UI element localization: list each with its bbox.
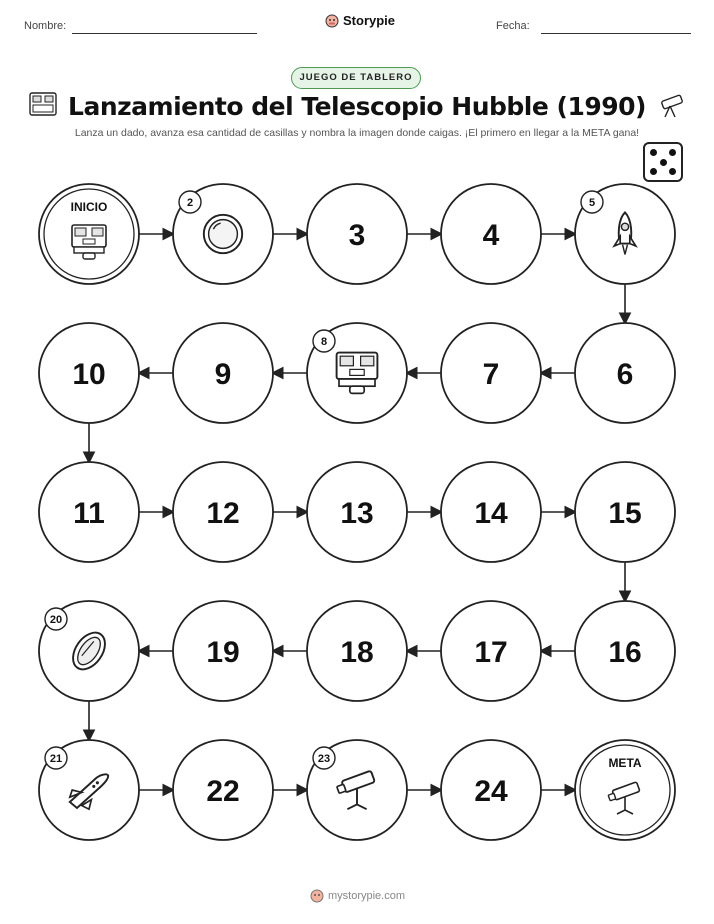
brand-name: Storypie xyxy=(343,13,396,28)
board-space-14 xyxy=(441,462,541,562)
board-space-23 xyxy=(307,740,407,840)
footer-site[interactable]: mystorypie.com xyxy=(328,890,406,902)
board-space-20 xyxy=(39,601,139,701)
space-number: 20 xyxy=(49,614,63,626)
date-label: Fecha: xyxy=(496,20,530,32)
brand-icon xyxy=(310,889,324,903)
board-space-1 xyxy=(39,184,139,284)
title-text: Lanzamiento del Telescopio Hubble (1990) xyxy=(68,92,646,121)
board-space-25 xyxy=(575,740,675,840)
space-number: 15 xyxy=(608,497,642,530)
board-space-4 xyxy=(441,184,541,284)
space-number: 16 xyxy=(608,636,642,669)
space-number: 2 xyxy=(186,197,194,209)
board-space-24 xyxy=(441,740,541,840)
name-label: Nombre: xyxy=(24,20,67,32)
board-space-9 xyxy=(173,323,273,423)
board-space-8 xyxy=(307,323,407,423)
space-number: 18 xyxy=(340,636,374,669)
board-space-18 xyxy=(307,601,407,701)
board-space-22 xyxy=(173,740,273,840)
board-space-10 xyxy=(39,323,139,423)
start-label: INICIO xyxy=(70,200,108,214)
space-number: 21 xyxy=(49,753,63,765)
board-space-17 xyxy=(441,601,541,701)
board-space-19 xyxy=(173,601,273,701)
space-number: 14 xyxy=(474,497,508,530)
game-badge: JUEGO DE TABLERO xyxy=(291,67,421,89)
space-number: 4 xyxy=(482,219,500,252)
board-space-16 xyxy=(575,601,675,701)
space-number: 5 xyxy=(588,197,596,209)
board-space-12 xyxy=(173,462,273,562)
instructions: Lanza un dado, avanza esa cantidad de casillas y nombra la imagen donde caigas. ¡El primero en llegar a la META gana! xyxy=(74,127,640,139)
board-space-11 xyxy=(39,462,139,562)
space-number: 9 xyxy=(214,358,232,391)
board-spaces xyxy=(39,184,675,840)
board-space-2 xyxy=(173,184,273,284)
finish-label: META xyxy=(608,756,642,770)
board-space-15 xyxy=(575,462,675,562)
mirror-icon xyxy=(204,215,242,253)
space-number: 24 xyxy=(474,775,508,808)
board-space-21 xyxy=(39,740,139,840)
space-number: 8 xyxy=(320,336,328,348)
space-number: 12 xyxy=(206,497,240,530)
space-number: 22 xyxy=(206,775,240,808)
space-number: 19 xyxy=(206,636,240,669)
space-number: 11 xyxy=(73,497,105,530)
space-number: 7 xyxy=(482,358,500,391)
space-number: 13 xyxy=(340,497,374,530)
board-space-5 xyxy=(575,184,675,284)
space-number: 17 xyxy=(474,636,508,669)
space-number: 23 xyxy=(317,753,331,765)
board-space-13 xyxy=(307,462,407,562)
footer xyxy=(310,889,405,903)
space-number: 10 xyxy=(72,358,106,391)
space-number: 3 xyxy=(348,219,366,252)
board-space-3 xyxy=(307,184,407,284)
board-space-7 xyxy=(441,323,541,423)
board-space-6 xyxy=(575,323,675,423)
space-number: 6 xyxy=(616,358,634,391)
